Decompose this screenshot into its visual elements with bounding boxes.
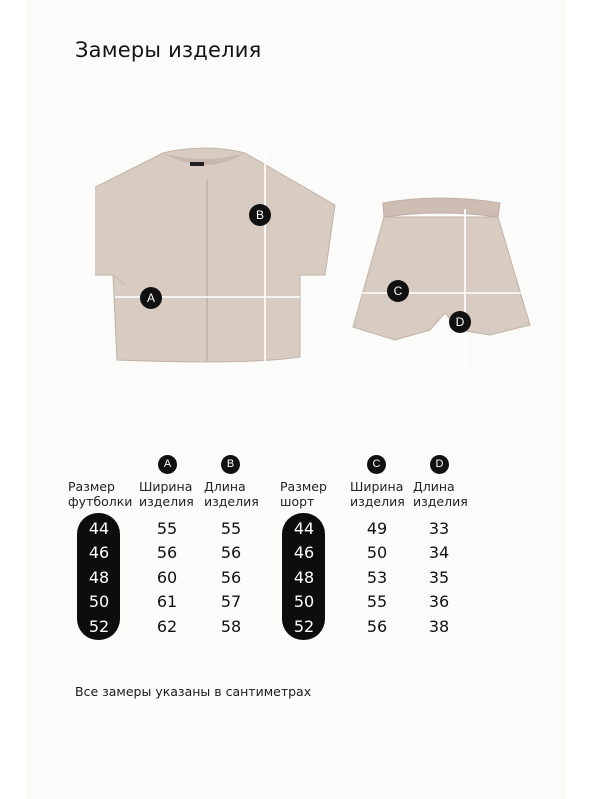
shorts-width-cell: 49 xyxy=(366,519,388,538)
shorts-size-cell: 52 xyxy=(293,617,315,636)
tshirt-length-cell: 56 xyxy=(220,543,242,562)
page-background xyxy=(26,0,566,799)
shorts-width-header: Ширина изделия xyxy=(350,479,405,509)
shorts-illustration xyxy=(353,198,530,367)
shorts-length-header: Длина изделия xyxy=(413,479,468,509)
shorts-size-header: Размер шорт xyxy=(280,479,327,509)
tshirt-length-cell: 56 xyxy=(220,568,242,587)
shorts-size-cell: 48 xyxy=(293,568,315,587)
tshirt-width-cell: 56 xyxy=(156,543,178,562)
col-a-badge: A xyxy=(158,455,177,474)
tshirt-width-cell: 62 xyxy=(156,617,178,636)
shorts-size-cell: 44 xyxy=(293,519,315,538)
measure-c-badge: C xyxy=(387,280,409,302)
units-note: Все замеры указаны в сантиметрах xyxy=(75,684,312,699)
tshirt-size-cell: 50 xyxy=(88,592,110,611)
shorts-length-cell: 33 xyxy=(428,519,450,538)
tshirt-width-cell: 61 xyxy=(156,592,178,611)
tshirt-width-cell: 60 xyxy=(156,568,178,587)
garments-illustration xyxy=(95,135,555,375)
shorts-length-cell: 35 xyxy=(428,568,450,587)
tshirt-length-header: Длина изделия xyxy=(204,479,259,509)
shorts-length-cell: 38 xyxy=(428,617,450,636)
shorts-size-cell: 46 xyxy=(293,543,315,562)
shorts-width-cell: 55 xyxy=(366,592,388,611)
page-title: Замеры изделия xyxy=(75,38,262,62)
col-b-badge: B xyxy=(221,455,240,474)
tshirt-size-cell: 46 xyxy=(88,543,110,562)
tshirt-width-header: Ширина изделия xyxy=(139,479,194,509)
tshirt-size-header: Размер футболки xyxy=(68,479,133,509)
measure-a-badge: A xyxy=(140,287,162,309)
tshirt-length-cell: 57 xyxy=(220,592,242,611)
shorts-size-cell: 50 xyxy=(293,592,315,611)
measure-d-badge: D xyxy=(449,311,471,333)
tshirt-length-cell: 55 xyxy=(220,519,242,538)
shorts-width-cell: 56 xyxy=(366,617,388,636)
shorts-length-cell: 36 xyxy=(428,592,450,611)
shorts-width-cell: 50 xyxy=(366,543,388,562)
tshirt-size-cell: 44 xyxy=(88,519,110,538)
tshirt-illustration xyxy=(95,147,335,363)
tshirt-width-cell: 55 xyxy=(156,519,178,538)
tshirt-length-cell: 58 xyxy=(220,617,242,636)
measure-b-badge: B xyxy=(249,204,271,226)
shorts-width-cell: 53 xyxy=(366,568,388,587)
tshirt-size-cell: 52 xyxy=(88,617,110,636)
col-c-badge: C xyxy=(367,455,386,474)
col-d-badge: D xyxy=(430,455,449,474)
tshirt-size-cell: 48 xyxy=(88,568,110,587)
shorts-length-cell: 34 xyxy=(428,543,450,562)
